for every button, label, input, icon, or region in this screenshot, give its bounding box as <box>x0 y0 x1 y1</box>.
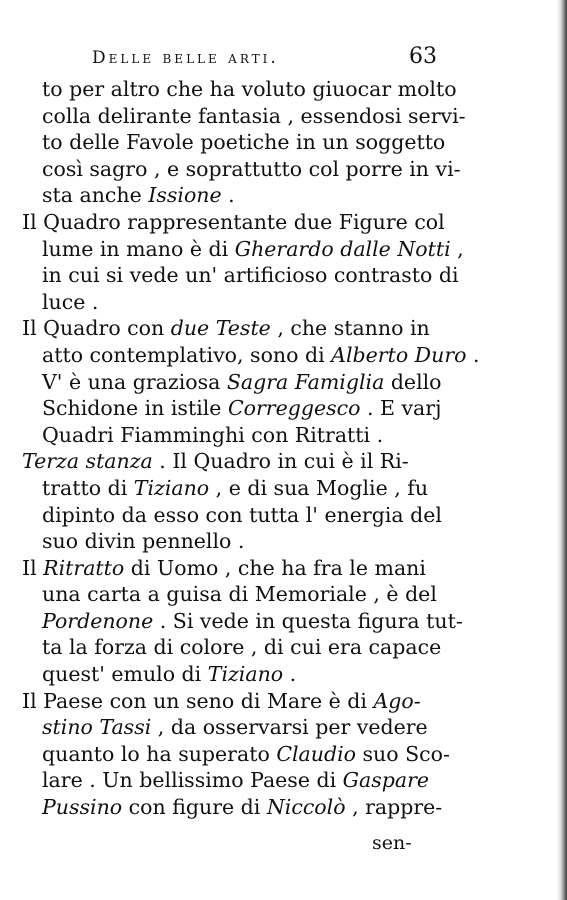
text-segment: . E varj <box>360 396 442 421</box>
text-segment: colla delirante fantasia , essendosi servi- <box>42 103 466 128</box>
italic-text: Pordenone <box>42 608 154 633</box>
running-head <box>92 44 437 74</box>
text-line <box>22 103 466 130</box>
italic-text: Gaspare <box>342 768 430 793</box>
text-segment: tratto di <box>42 475 134 500</box>
text-segment: suo Sco- <box>356 741 450 766</box>
text-segment: con figure di <box>122 795 267 820</box>
italic-text: Terza stanza <box>22 449 153 474</box>
running-title: Delle belle arti. <box>92 48 279 68</box>
text-segment: Schidone in istile <box>42 396 228 421</box>
italic-text: Pussino <box>42 795 123 820</box>
body-text <box>22 76 480 821</box>
text-line <box>22 448 442 475</box>
text-segment: dipinto da esso con tutta l' energia del <box>42 502 442 527</box>
text-segment: , da osservarsi per vedere <box>151 715 428 740</box>
text-segment: Quadri Fiamminghi con Ritratti . <box>42 422 384 447</box>
text-segment: sta anche <box>42 183 149 208</box>
text-segment: . Si vede in questa figura tut- <box>153 608 463 633</box>
text-line <box>22 555 442 582</box>
text-line <box>22 741 450 768</box>
text-segment: ta la forza di colore , di cui era capace <box>42 635 442 660</box>
italic-text: Alberto Duro <box>331 342 467 367</box>
text-line <box>22 342 480 369</box>
text-segment: Il Paese con un seno di Mare è di <box>22 688 374 713</box>
text-segment: quanto lo ha superato <box>42 741 277 766</box>
text-segment: Il <box>22 555 44 580</box>
text-segment: . <box>221 183 235 208</box>
text-segment: lume in mano è di <box>42 236 235 261</box>
text-line <box>22 422 442 449</box>
text-segment: to delle Favole poetiche in un soggetto <box>42 130 446 155</box>
italic-text: Gherardo dalle Notti <box>234 236 451 261</box>
text-segment: . <box>466 342 480 367</box>
text-line <box>22 76 457 103</box>
text-segment: to per altro che ha voluto giuocar molto <box>42 77 457 101</box>
text-line <box>22 767 442 794</box>
text-segment: luce . <box>42 289 99 314</box>
text-segment: suo divin pennello . <box>42 529 245 554</box>
text-line <box>22 236 464 263</box>
text-line <box>22 714 442 741</box>
text-line <box>22 608 463 635</box>
italic-text: Niccolò <box>266 795 346 820</box>
text-segment: . <box>283 662 297 687</box>
text-segment: , <box>450 236 464 261</box>
text-segment: Il Quadro con <box>22 316 171 341</box>
text-line <box>22 369 442 396</box>
text-segment: Il Quadro rappresentante due Figure col <box>22 209 445 234</box>
text-segment: così sagro , e soprattutto col porre in vi- <box>42 156 461 181</box>
text-line <box>22 634 442 661</box>
text-segment: atto contemplativo, sono di <box>42 342 332 367</box>
italic-text: Claudio <box>276 741 357 766</box>
italic-text: Issione <box>148 183 222 208</box>
text-line <box>22 502 442 529</box>
italic-text: Ritratto <box>43 555 125 580</box>
text-line <box>22 581 442 608</box>
text-segment: , rappre- <box>345 795 443 820</box>
italic-text: stino Tassi <box>42 715 152 740</box>
page-edge-shadow <box>557 0 567 900</box>
text-segment: lare . Un bellissimo Paese di <box>42 768 343 793</box>
text-segment: di Uomo , che ha fra le mani <box>124 555 426 580</box>
text-segment: dello <box>384 369 442 394</box>
text-line <box>22 289 442 316</box>
text-line <box>22 315 442 342</box>
text-line <box>22 661 442 688</box>
italic-text: Ago- <box>373 688 421 713</box>
text-segment: quest' emulo di <box>42 662 208 687</box>
text-line <box>22 528 442 555</box>
text-line <box>22 475 442 502</box>
text-segment: . Il Quadro in cui è il Ri- <box>152 449 409 474</box>
text-line <box>22 688 442 715</box>
italic-text: due Teste <box>170 316 271 341</box>
text-line <box>22 209 445 236</box>
italic-text: Tiziano <box>133 475 210 500</box>
italic-text: Sagra Famiglia <box>226 369 385 394</box>
text-segment: , che stanno in <box>270 316 430 341</box>
text-line <box>22 182 442 209</box>
page-number: 63 <box>409 44 437 69</box>
text-segment: in cui si vede un' artificioso contrasto di <box>42 263 459 288</box>
text-segment: una carta a guisa di Memoriale , è del <box>42 582 437 607</box>
text-line <box>22 395 442 422</box>
text-segment: , e di sua Moglie , fu <box>209 475 429 500</box>
italic-text: Correggesco <box>227 396 361 421</box>
text-line <box>22 129 446 156</box>
text-line <box>22 794 442 821</box>
text-line <box>22 262 459 289</box>
italic-text: Tiziano <box>207 662 284 687</box>
text-segment: V' è una graziosa <box>42 369 227 394</box>
catchword: sen- <box>372 832 412 854</box>
text-line <box>22 156 461 183</box>
